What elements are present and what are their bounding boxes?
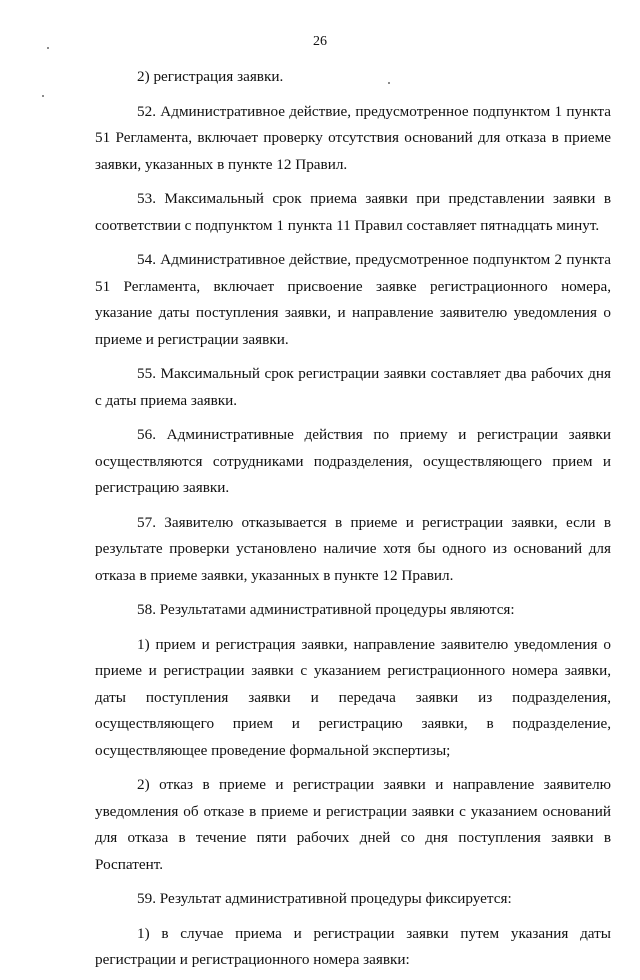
- paragraph: 1) в случае приема и регистрации заявки путем указания даты регистрации и регистрационного номера заявки:: [95, 924, 611, 968]
- scan-speck: [47, 47, 49, 49]
- paragraph: 52. Административное действие, предусмотренное подпунктом 1 пункта 51 Регламента, включает проверку отсутствия оснований для отказа в приеме заявки, указанных в пункте 12 Правил.: [95, 102, 611, 173]
- paragraph: 54. Административное действие, предусмотренное подпунктом 2 пункта 51 Регламента, включает присвоение заявке регистрационного номера, указание даты поступления заявки, и направление заявителю уведомления о приеме и регистрации заявки.: [95, 251, 611, 348]
- paragraph: 1) прием и регистрация заявки, направление заявителю уведомления о приеме и регистрации заявки с указанием регистрационного номера заявки, даты поступления заявки и передача заявки из подразделения, осуществляющего прием и регистрацию заявки, в подразделение, осуществляющее проведение формальной экспертизы;: [95, 635, 611, 759]
- paragraph: 2) регистрация заявки.: [137, 68, 284, 85]
- paragraph: 57. Заявителю отказывается в приеме и регистрации заявки, если в результате проверки установлено наличие хотя бы одного из оснований для отказа в приеме заявки, указанных в пункте 12 Правил.: [95, 513, 611, 584]
- paragraph: 56. Административные действия по приему и регистрации заявки осуществляются сотрудниками подразделения, осуществляющего прием и регистрацию заявки.: [95, 426, 611, 496]
- paragraph: 2) отказ в приеме и регистрации заявки и направление заявителю уведомления об отказе в приеме и регистрации заявки с указанием оснований для отказа в течение пяти рабочих дней со дня поступления заявки в Роспатент.: [95, 776, 611, 873]
- paragraph: 59. Результат административной процедуры фиксируется:: [137, 890, 512, 907]
- page-number: 26: [313, 34, 327, 49]
- paragraph: 58. Результатами административной процедуры являются:: [137, 601, 515, 618]
- scan-speck: [42, 95, 44, 97]
- document-body: [95, 64, 611, 980]
- paragraph: 55. Максимальный срок регистрации заявки составляет два рабочих дня с даты приема заявки.: [95, 365, 611, 409]
- paragraph: 53. Максимальный срок приема заявки при представлении заявки в соответствии с подпунктом 1 пункта 11 Правил составляет пятнадцать минут.: [95, 190, 611, 234]
